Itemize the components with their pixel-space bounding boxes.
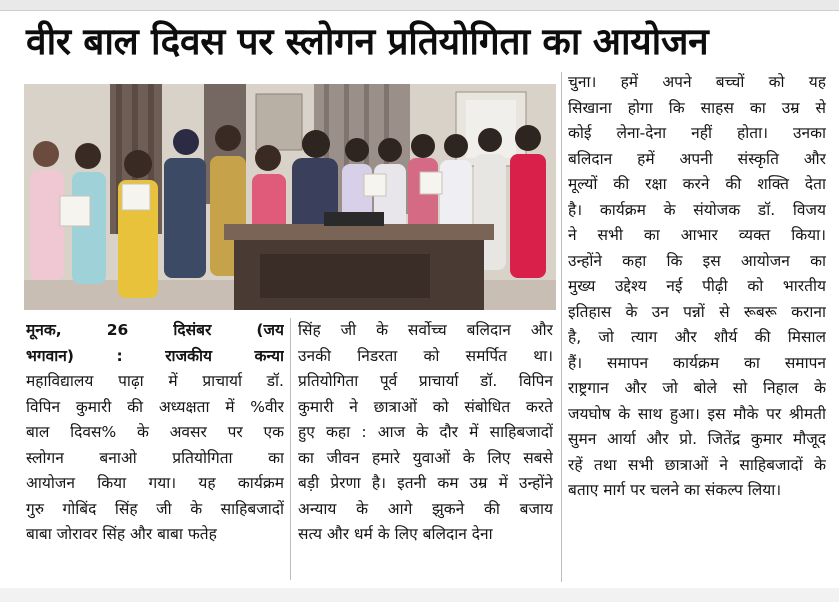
article-line: सिंह जी के सर्वोच्च बलिदान और	[298, 321, 553, 339]
article-line: बाबा जोरावर सिंह और बाबा फतेह	[26, 525, 217, 543]
article-line: हुए कहा : आज के दौर में साहिबजादों	[298, 423, 553, 441]
article-line: हैं। समापन कार्यक्रम का समापन	[568, 353, 826, 372]
article-line: कुमारी ने छात्राओं को संबोधित करते	[298, 397, 553, 416]
article-line: आयोजन किया गया। यह कार्यक्रम	[26, 474, 284, 492]
article-line: उन्होंने कहा कि इस आयोजन का	[568, 251, 826, 270]
article-line: सत्य और धर्म के लिए बलिदान देना	[298, 525, 493, 543]
article-line: है, जो त्याग और शौर्य की मिसाल	[568, 328, 826, 346]
article-line: सिखाना होगा कि साहस का उम्र से	[568, 98, 826, 117]
article-line: चुना। हमें अपने बच्चों को यह	[568, 73, 826, 91]
event-photo	[24, 84, 556, 310]
article-line: महाविद्यालय पाढ़ा में प्राचार्या डॉ.	[26, 372, 284, 390]
article-line: अन्याय के आगे झुकने की बजाय	[298, 499, 553, 518]
article-line: मुख्य उद्देश्य नई पीढ़ी को भारतीय	[568, 277, 826, 295]
headline: वीर बाल दिवस पर स्लोगन प्रतियोगिता का आयोजन	[26, 20, 709, 63]
article-line: ने सभी का आभार व्यक्त किया।	[568, 226, 826, 244]
article-line: बाल दिवस% के अवसर पर एक	[26, 423, 284, 441]
article-line: प्रतियोगिता पूर्व प्राचार्या डॉ. विपिन	[298, 372, 553, 390]
article-line: है। कार्यक्रम के संयोजक डॉ. विजय	[568, 200, 826, 219]
article-line: सुमन आर्या और प्रो. जितेंद्र कुमार मौजूद	[568, 430, 826, 448]
article-line: स्लोगन बनाओ प्रतियोगिता का	[26, 448, 284, 467]
article-line: कोई लेना-देना नहीं होता। उनका	[568, 124, 826, 142]
article-line: बलिदान हमें अपनी संस्कृति और	[568, 149, 826, 168]
article-line: उनकी निडरता को समर्पित था।	[298, 346, 553, 365]
article-column-1	[26, 318, 284, 548]
article-line: का जीवन हमारे युवाओं के लिए सबसे	[298, 448, 553, 467]
article-line: मूल्यों की रक्षा करने की शक्ति देता	[568, 175, 826, 193]
article-column-2	[298, 318, 553, 548]
article-line: रहें तथा सभी छात्राओं ने साहिबजादों के	[568, 455, 826, 474]
article-line: राष्ट्रगान और जो बोले सो निहाल के	[568, 379, 826, 397]
article-line: विपिन कुमारी की अध्यक्षता में %वीर	[26, 397, 284, 416]
column-rule-2	[561, 72, 562, 582]
column-rule-1	[290, 318, 291, 580]
article-line: इतिहास के उन पन्नों से रूबरू कराना	[568, 302, 826, 321]
article-line: गुरु गोबिंद सिंह जी के साहिबजादों	[26, 499, 284, 518]
article-line: भगवान) : राजकीय कन्या	[26, 346, 284, 365]
article-line: जयघोष के साथ हुआ। इस मौके पर श्रीमती	[568, 404, 826, 423]
article-column-3	[568, 70, 826, 504]
bottom-strip	[0, 588, 839, 602]
article-line: बड़ी प्रेरणा है। इतनी कम उम्र में उन्होंने	[298, 474, 553, 492]
article-line: बताए मार्ग पर चलने का संकल्प लिया।	[568, 481, 782, 499]
previous-article-strip	[0, 0, 839, 11]
article-line: मूनक, 26 दिसंबर (जय	[26, 321, 284, 339]
